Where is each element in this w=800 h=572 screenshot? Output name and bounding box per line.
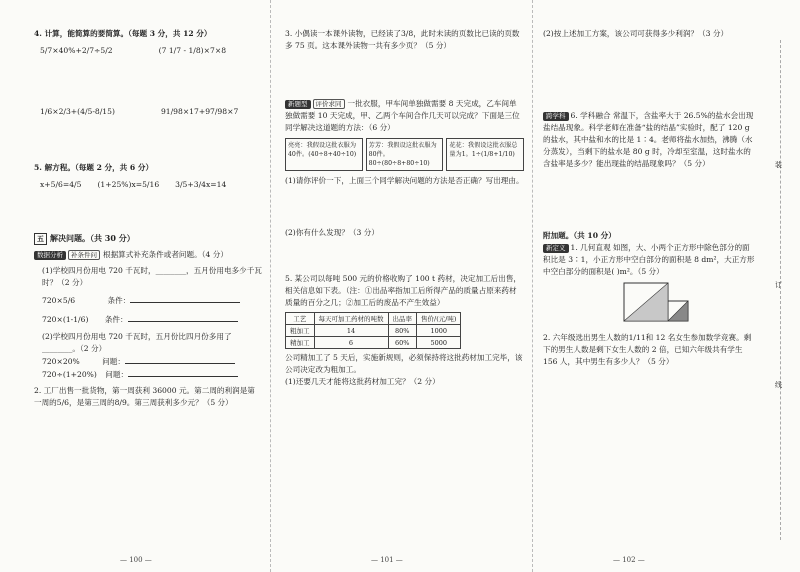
condition-blank-1[interactable] [130, 294, 240, 303]
section-title: 解决问题。（共 30 分） [50, 233, 135, 243]
table-header: 每天可加工药材的吨数 [314, 313, 388, 325]
binding-line [780, 40, 782, 540]
q5-row [40, 180, 262, 189]
q4-expr-2: (7 1/7 - 1/8)×7×8 [158, 46, 227, 55]
table-cell: 粗加工 [286, 325, 315, 337]
p1b-row2 [34, 368, 262, 381]
page-column-left [0, 0, 270, 572]
p1a-expr-1: 720×5/6 [42, 296, 76, 305]
table-row [286, 337, 461, 349]
p1-tag2: 补条件问 [68, 250, 100, 260]
method-box-1: 亮亮：我假设这批衣服为40件。(40÷8+40÷10) [285, 138, 363, 171]
method-box-3: 花花：我假设这批衣服总量为1。1÷(1/8+1/10) [446, 138, 524, 171]
p1b-expr-2: 720÷(1+20%) [42, 370, 97, 379]
table-header: 出品率 [388, 313, 417, 325]
p1b: (2)学校四月份用电 720 千瓦时，五月份比四月份多用了________。（2 分） [42, 332, 232, 353]
c2-q4-tag2: 评价求同 [313, 99, 345, 109]
table-cell: 80% [388, 325, 417, 337]
c2-q4 [285, 98, 524, 134]
q4-expr-4: 91/98×17+97/98×7 [160, 107, 239, 116]
table-row [286, 325, 461, 337]
c2-q5: 5. 某公司以每吨 500 元的价格收购了 100 t 药材，决定加工后出售，相关信息如下表。（注：①出品率指加工后所得产品的质量占原来药材质量的百分之几；②加工后的废品不产生效益） [285, 274, 522, 307]
binding-margin [762, 0, 800, 572]
c3-q5b: (2)按上述加工方案，该公司可获得多少利润？（3 分） [543, 29, 729, 38]
table-cell: 6 [314, 337, 388, 349]
margin-char-1: 装 [775, 161, 782, 169]
p1b-row1 [34, 355, 262, 368]
c2-q3: 3. 小偶读一本课外读物，已经读了3/8，此时未读的页数比已读的页数多 75 页。这本课外读物一共有多少页？（5 分） [285, 29, 520, 50]
c2-q4a: (1)请你评价一下，上面三个同学解决问题的方法是否正确？写出理由。 [285, 176, 524, 185]
bonus-heading: 附加题。（共 10 分） [543, 231, 616, 240]
c2-q5-more: 公司精加工了 5 天后，实施新规则，必须保持将这批药材加工完毕，该公司决定改为粗加工。 [285, 353, 523, 374]
page-number-right: — 102 — [613, 556, 645, 564]
section-five-heading [34, 233, 262, 245]
question-blank-1[interactable] [125, 355, 235, 364]
c3-q6-tag: 跨学科 [543, 112, 569, 121]
table-cell: 1000 [417, 325, 461, 337]
condition-label-2: 条件： [104, 315, 128, 324]
page-number-middle: — 101 — [371, 556, 403, 564]
page-number-left: — 100 — [120, 556, 152, 564]
c2-q4-text: 一批衣服，甲车间单独做需要 8 天完成，乙车间单独做需要 10 天完成，甲、乙两个车间合作几天可以完成？下面是三位同学解决这道题的方法：（6 分） [285, 99, 520, 132]
q5-eq-1: x+5/6=4/5 [40, 180, 82, 189]
c3-q6 [543, 110, 756, 170]
p1b-expr-1: 720×20% [42, 357, 80, 366]
p1a-row1 [34, 294, 262, 307]
condition-label: 条件： [107, 296, 131, 305]
squares-figure [623, 282, 707, 322]
table-cell: 14 [314, 325, 388, 337]
table-header-row [286, 313, 461, 325]
page-column-right [532, 0, 762, 572]
c2-q4b: (2)你有什么发现？（3 分） [285, 228, 379, 237]
method-boxes [285, 138, 524, 171]
question-blank-2[interactable] [128, 368, 238, 377]
bonus-q1-text: 1. 几何直观 如图，大、小两个正方形中除色部分的面积比是 3∶1，小正方形中空白部分的面积是 8 dm²，大正方形中空白部分的面积是( )m²。（5 分） [543, 243, 755, 276]
question-label: 问题： [102, 357, 125, 366]
p1-tag: 数据分析 [34, 251, 66, 260]
p1a-row2 [34, 313, 262, 326]
table-header: 售价/(元/吨) [417, 313, 461, 325]
q4-expr-1: 5/7×40%+2/7÷5/2 [40, 46, 113, 55]
condition-blank-2[interactable] [128, 313, 238, 322]
question-label-2: 问题： [105, 370, 129, 379]
q4-row-1 [40, 46, 262, 55]
c2-q4-tag: 新题型 [285, 100, 311, 109]
q4-title: 4. 计算，能简算的要简算。（每题 3 分，共 12 分） [34, 29, 212, 38]
method-box-2: 芳芳：我假设这批衣服为80件。80÷(80÷8+80÷10) [366, 138, 444, 171]
q5-eq-2: (1+25%)x=5/16 [97, 180, 160, 189]
table-header: 工艺 [286, 313, 315, 325]
q4-expr-3: 1/6×2/3+(4/5-8/15) [40, 107, 115, 116]
table-cell: 5000 [417, 337, 461, 349]
q5-title: 5. 解方程。（每题 2 分，共 6 分） [34, 163, 154, 172]
p1a-expr-2: 720×(1-1/6) [42, 315, 89, 324]
section-number: 五 [34, 233, 47, 245]
processing-table [285, 312, 461, 349]
table-cell: 60% [388, 337, 417, 349]
p1-text: 根据算式补充条件或者问题。（4 分） [103, 250, 228, 259]
p1a: (1)学校四月份用电 720 千瓦时，________，五月份用电多少千瓦时？（2 分） [42, 266, 262, 287]
margin-char-3: 线 [775, 381, 782, 389]
bonus-q1 [543, 242, 756, 278]
bonus-q1-tag: 新定义 [543, 244, 569, 253]
table-cell: 精加工 [286, 337, 315, 349]
c3-q6-text: 6. 学科融合 常温下，含盐率大于 26.5%的盐水会出现盐结晶现象。科学老师在准备“盐的结晶”实验时，配了 120 g 的盐水，其中盐和水的比是 1∶4。老师将盐水加热，沸腾（水分蒸发），当剩下的盐水是 80 g 时，冷却至室温，这时盐水的含盐率是多少？能出现盐的结晶现象吗？（5 分） [543, 111, 754, 168]
margin-char-2: 订 [775, 281, 782, 289]
bonus-q2: 2. 六年级选出男生人数的1/11和 12 名女生参加数学竞赛。剩下的男生人数是剩下女生人数的 2 倍，已知六年级共有学生 156 人，其中男生有多少人？（5 分） [543, 333, 752, 366]
p1-intro [34, 249, 262, 261]
q5-eq-3: 3/5+3/4x=14 [175, 180, 227, 189]
page-column-middle [270, 0, 532, 572]
q4-row-2 [40, 107, 262, 116]
p2: 2. 工厂出售一批货物，第一周获利 36000 元。第二周的利润是第一周的5/6，是第三周的8/9。第三周获利多少元？（5 分） [34, 386, 255, 407]
c2-q5a: (1)还要几天才能将这批药材加工完？（2 分） [285, 377, 440, 386]
